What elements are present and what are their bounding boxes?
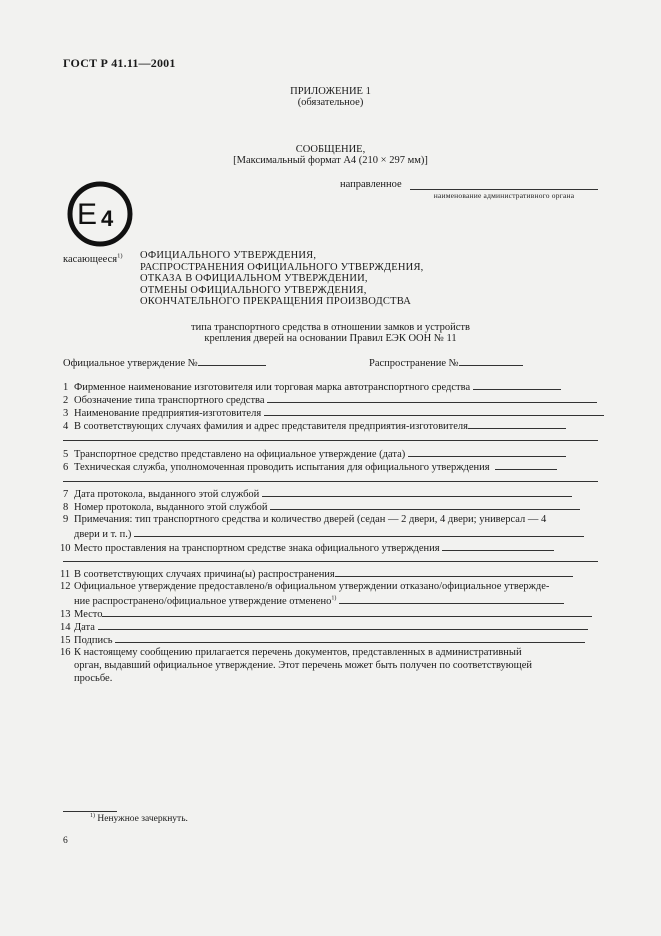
standard-code: ГОСТ Р 41.11—2001: [63, 56, 176, 70]
item-6-continuation-line[interactable]: [63, 481, 598, 482]
form-item-16: 16 К настоящему сообщению прилагается перечень документов, представленных в административный: [60, 647, 522, 658]
form-item-10: 10 Место проставления на транспортном средстве знака официального утверждения: [63, 541, 598, 555]
extension-number-field[interactable]: [459, 356, 523, 366]
item-12-field[interactable]: [339, 594, 564, 604]
item-4-field[interactable]: [468, 419, 566, 429]
annex-title: ПРИЛОЖЕНИЕ 1: [290, 86, 371, 97]
approval-line: ОФИЦИАЛЬНОГО УТВЕРЖДЕНИЯ,: [140, 250, 317, 261]
approval-number-row: [63, 356, 598, 370]
form-item-5: 5 Транспортное средство представлено на официальное утверждение (дата): [63, 447, 598, 461]
concerning-label: касающееся$^{1)}$: [63, 252, 123, 265]
item-2-field[interactable]: [267, 393, 597, 403]
form-item-14: 14 Дата: [63, 620, 598, 634]
form-item-16-cont2: просьбе.: [74, 673, 113, 684]
directed-label: направленное: [340, 179, 402, 190]
item-3-field[interactable]: [264, 406, 604, 416]
form-item-16-cont: орган, выдавший официальное утверждение. Этот перечень может быть получен по соответствующей: [74, 660, 533, 671]
approval-line: РАСПРОСТРАНЕНИЯ ОФИЦИАЛЬНОГО УТВЕРЖДЕНИЯ,: [140, 261, 424, 273]
directed-caption: наименование административного органа: [433, 191, 575, 200]
approval-number-label: Официальное утверждение №: [63, 358, 198, 369]
item-10-continuation-line[interactable]: [63, 561, 598, 562]
extension-number-label: Распространение №: [369, 358, 459, 369]
footnote-rule: [63, 811, 117, 812]
item-7-field[interactable]: [262, 487, 572, 497]
approval-line: ОКОНЧАТЕЛЬНОГО ПРЕКРАЩЕНИЯ ПРОИЗВОДСТВА: [140, 296, 412, 307]
form-item-12-cont: ние распространено/официальное утверждение отменено$^{1)}$: [63, 594, 598, 608]
form-item-15: 15 Подпись: [63, 633, 598, 647]
form-item-4: 4 В соответствующих случаях фамилия и адрес представителя предприятия-изготовителя: [63, 419, 598, 433]
form-item-7: 7 Дата протокола, выданного этой службой: [63, 487, 598, 501]
page-number: 6: [63, 836, 68, 846]
e-mark-letter: E: [77, 198, 98, 231]
form-item-8: 8 Номер протокола, выданного этой службой: [63, 500, 598, 514]
item-10-field[interactable]: [442, 541, 554, 551]
message-title: СООБЩЕНИЕ,: [295, 144, 366, 155]
form-item-9: 9 Примечания: тип транспортного средства и количество дверей (седан — 2 двери, 4 двери; универсал — 4: [63, 514, 547, 525]
form-item-13: 13 Место: [63, 607, 598, 621]
approval-type-list: [140, 250, 424, 308]
item-5-field[interactable]: [408, 447, 566, 457]
item-8-field[interactable]: [270, 500, 580, 510]
form-item-2: 2 Обозначение типа транспортного средства: [63, 393, 598, 407]
approval-number-field[interactable]: [198, 356, 266, 366]
form-item-3: 3 Наименование предприятия-изготовителя: [63, 406, 598, 420]
footnote: $^{1)}$ Ненужное зачеркнуть.: [90, 812, 188, 824]
form-item-12: 12 Официальное утверждение предоставлено/в официальном утверждении отказано/официальное утвержде-: [60, 581, 550, 592]
item-9-field[interactable]: [134, 527, 584, 537]
vehicle-type-description: типа транспортного средства в отношении замков и устройств крепления дверей на основании Правил ЕЭК ООН № 11: [191, 322, 470, 344]
e-mark-icon: [66, 180, 134, 248]
e-mark-number: 4: [101, 206, 114, 231]
form-item-1: 1 Фирменное наименование изготовителя или торговая марка автотранспортного средства: [63, 380, 598, 394]
annex-status: (обязательное): [297, 97, 364, 108]
item-13-field[interactable]: [102, 607, 592, 617]
item-1-field[interactable]: [473, 380, 561, 390]
approval-line: ОТМЕНЫ ОФИЦИАЛЬНОГО УТВЕРЖДЕНИЯ,: [140, 284, 367, 296]
form-item-6: 6 Техническая служба, уполномоченная проводить испытания для официального утверждения: [63, 460, 598, 474]
item-6-field[interactable]: [495, 460, 557, 470]
item-15-field[interactable]: [115, 633, 585, 643]
item-4-continuation-line[interactable]: [63, 440, 598, 441]
item-11-field[interactable]: [335, 567, 573, 577]
form-item-9-cont: двери и т. п.): [63, 527, 598, 541]
item-14-field[interactable]: [98, 620, 588, 630]
form-item-11: 11 В соответствующих случаях причина(ы) распространения: [63, 567, 598, 581]
message-format: [Максимальный формат A4 (210 × 297 мм)]: [233, 155, 428, 166]
directed-field-line: [410, 189, 598, 190]
approval-line: ОТКАЗА В ОФИЦИАЛЬНОМ УТВЕРЖДЕНИИ,: [140, 273, 368, 284]
